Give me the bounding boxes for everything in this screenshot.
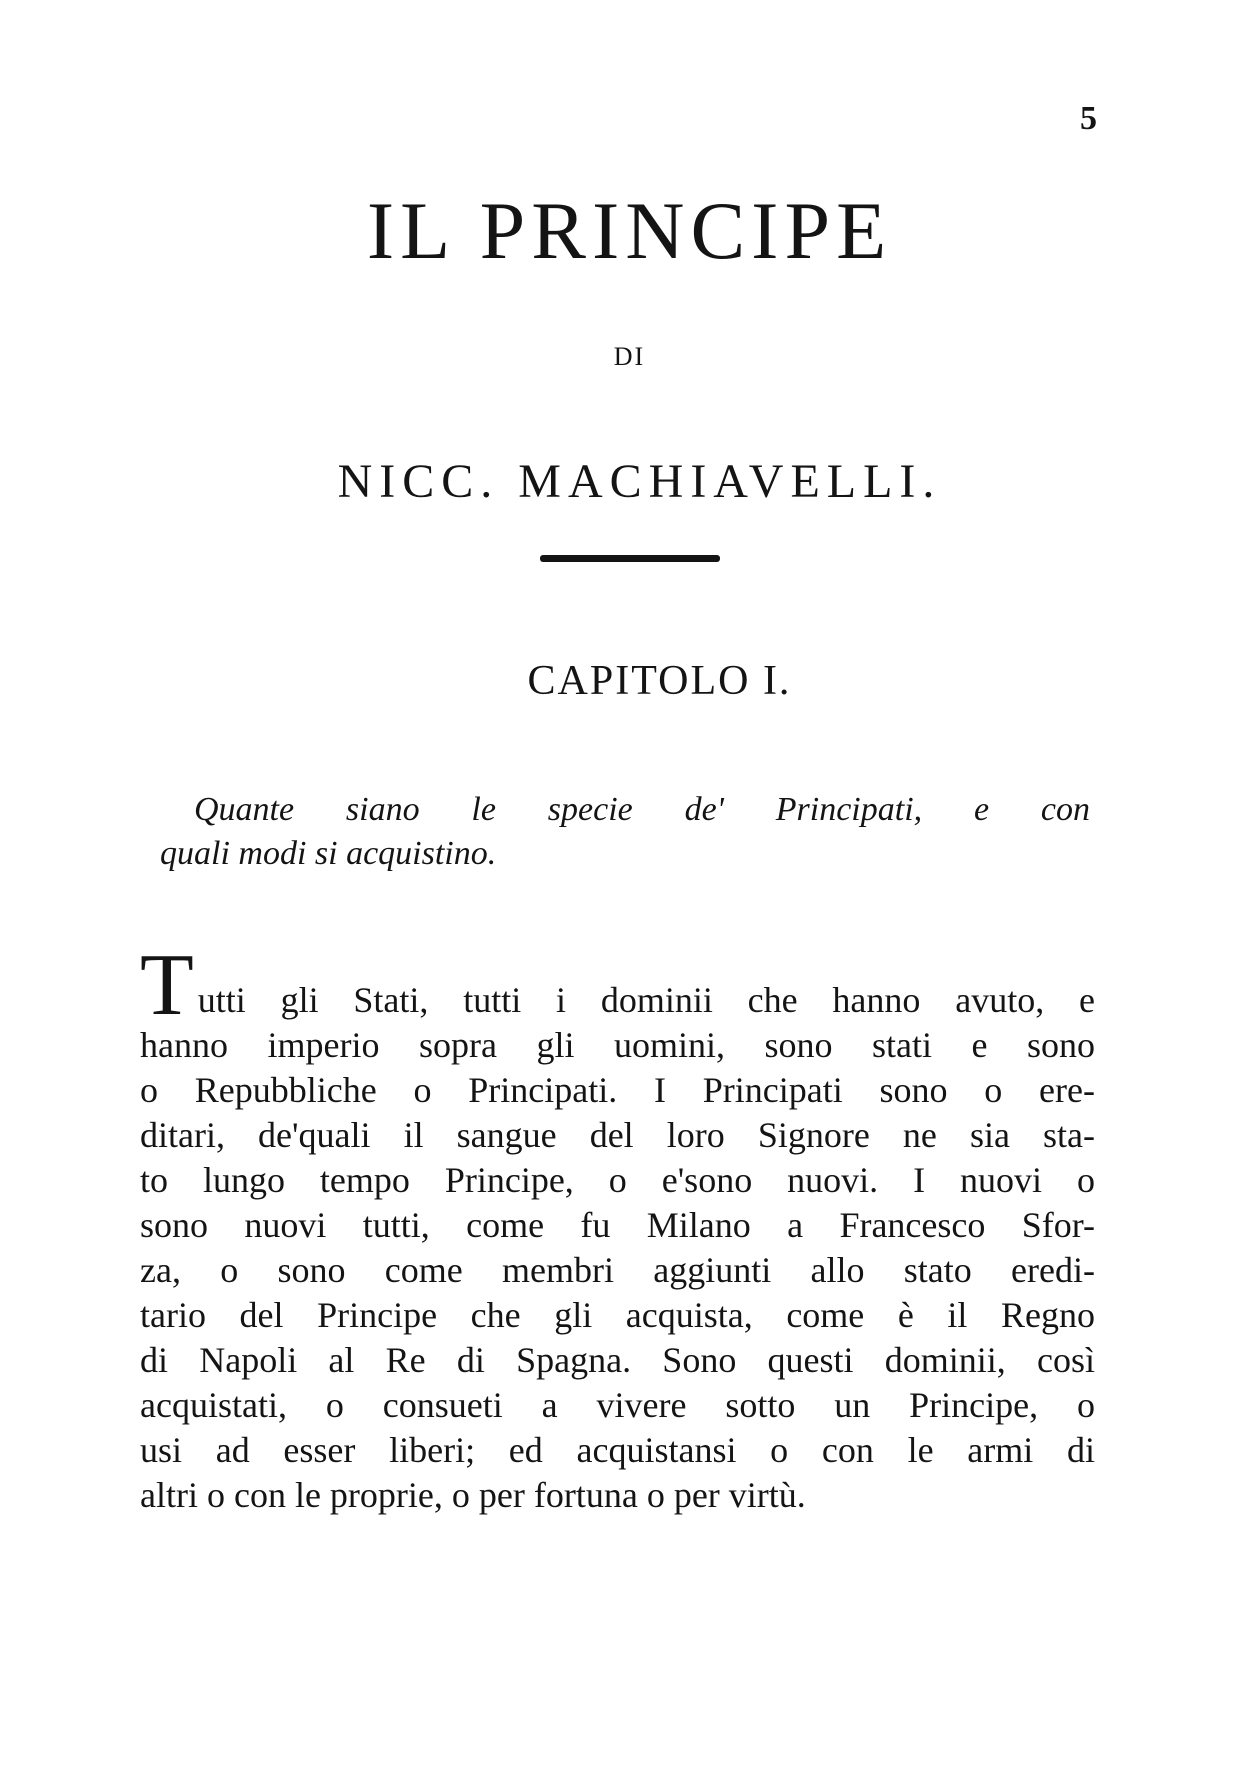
drop-cap-initial: T [140,937,194,1034]
body-line: usi ad esser liberi; ed acquistansi o con le armi di [140,1430,1095,1470]
body-line: utti gli Stati, tutti i dominii che hanno avuto, e [197,980,1095,1020]
title-divider-rule [540,555,720,562]
body-line: sono nuovi tutti, come fu Milano a Francesco Sfor- [140,1205,1095,1245]
page-number: 5 [1080,100,1097,137]
title-preposition: DI [613,342,646,371]
chapter-summary-line: Quante siano le specie de' Principati, e con [194,791,1090,828]
body-line: acquistati, o consueti a vivere sotto un Principe, o [140,1385,1095,1425]
body-line: ditari, de'quali il sangue del loro Signore ne sia sta- [140,1115,1095,1155]
body-line: hanno imperio sopra gli uomini, sono stati e sono [140,1025,1095,1065]
book-title: IL PRINCIPE [366,185,893,276]
body-line: tario del Principe che gli acquista, come è il Regno [140,1295,1095,1335]
author-name: NICC. MACHIAVELLI. [337,455,942,508]
body-line: za, o sono come membri aggiunti allo stato eredi- [140,1250,1095,1290]
chapter-summary-line: quali modi si acquistino. [160,835,497,872]
body-line: di Napoli al Re di Spagna. Sono questi dominii, così [140,1340,1095,1380]
chapter-body-paragraph [140,937,1095,1518]
chapter-heading: CAPITOLO I. [527,658,792,704]
body-line: altri o con le proprie, o per fortuna o per virtù. [140,1475,806,1515]
chapter-summary [160,788,1090,876]
body-line: o Repubbliche o Principati. I Principati sono o ere- [140,1070,1095,1110]
body-line: to lungo tempo Principe, o e'sono nuovi. I nuovi o [140,1160,1095,1200]
